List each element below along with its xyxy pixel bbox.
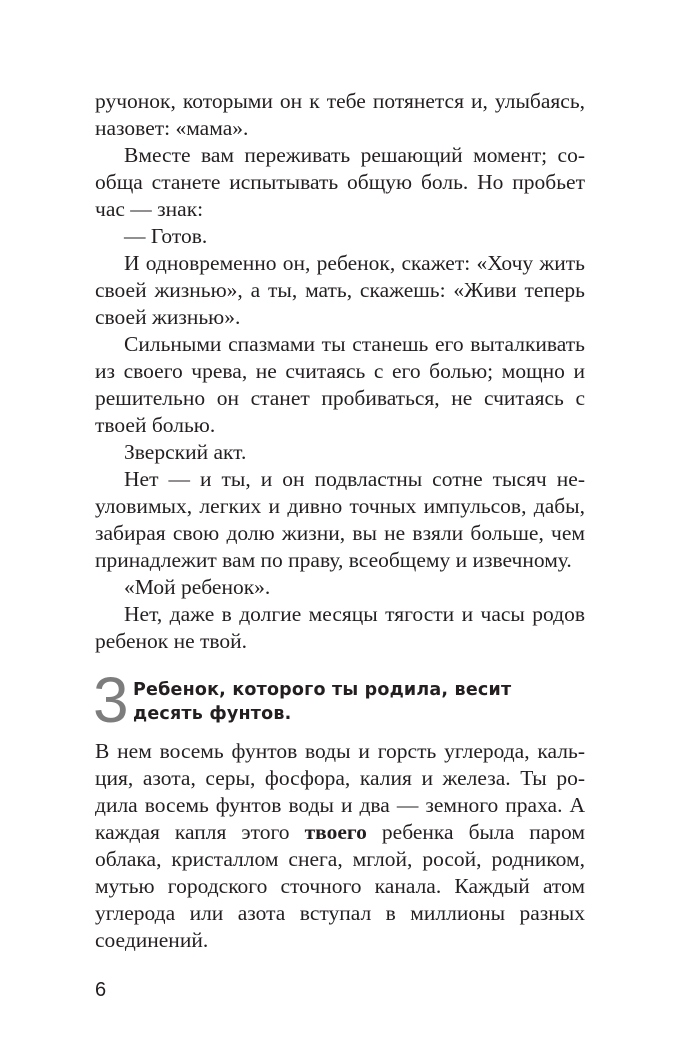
paragraph: Вместе вам переживать решающий момент; сообща станете испытывать общую боль. Но пробьет час — знак: <box>95 143 585 221</box>
section-heading <box>93 664 585 736</box>
body-text-top <box>95 88 585 655</box>
paragraph: И одновременно он, ребенок, скажет: «Хочу жить своей жизнью», а ты, мать, скажешь: «Живи теперь своей жизнью». <box>95 251 585 329</box>
section-number: 3 <box>93 664 129 736</box>
paragraph: Нет, даже в долгие месяцы тягости и часы родов ребенок не твой. <box>95 602 585 653</box>
paragraph-text-end: ребенка была паром облака, кристаллом снега, мглой, росой, родником, мутью городского сточного канала. Каждый атом углерода или азота вступал в миллионы разных соединений. <box>95 820 585 952</box>
body-text-bottom <box>95 738 585 954</box>
emphasized-word: твоего <box>304 820 367 844</box>
paragraph: Сильными спазмами ты станешь его выталкивать из своего чрева, не считаясь с его болью; мощно и решительно он станет пробиваться, не считаясь с твоей болью. <box>95 332 585 437</box>
paragraph: ручонок, которыми он к тебе потянется и, улыбаясь, назовет: «мама». <box>95 89 585 140</box>
paragraph: «Мой ребенок». <box>124 575 271 599</box>
page-number: 6 <box>95 979 107 1001</box>
paragraph-text-start: В нем восемь фунтов воды и горсть углерода, кальция, азота, серы, фосфора, калия и железа. Ты родила восемь фунтов воды и два — земного праха. А каждая капля этого <box>95 739 585 844</box>
paragraph <box>95 738 585 954</box>
section-title: Ребенок, которого ты родила, весит десять фунтов. <box>133 680 512 724</box>
paragraph: Зверский акт. <box>124 440 247 464</box>
paragraph: — Готов. <box>124 224 208 248</box>
paragraph: Нет — и ты, и он подвластны сотне тысяч неуловимых, легких и дивно точных импульсов, дабы, забирая свою долю жизни, вы не взяли больше, чем принадлежит вам по праву, всеобщему и извечному. <box>95 467 585 572</box>
